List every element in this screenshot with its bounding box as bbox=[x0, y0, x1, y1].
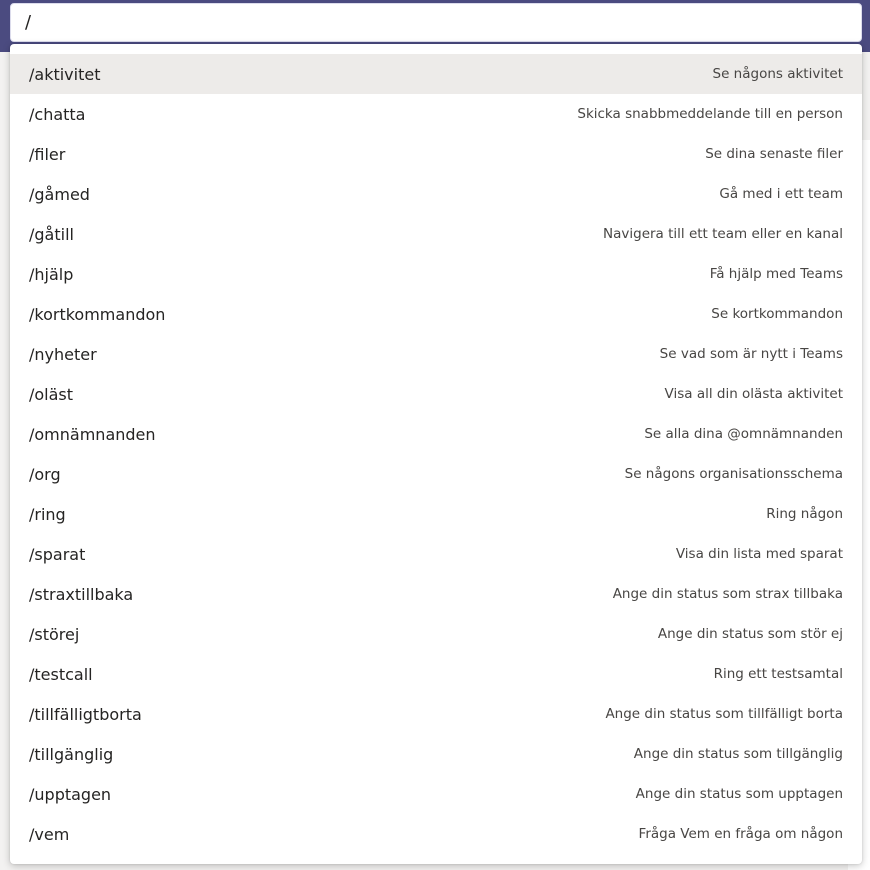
command-description: Ange din status som tillfälligt borta bbox=[605, 706, 843, 722]
command-item-ring[interactable] bbox=[10, 494, 862, 534]
command-item-gåmed[interactable] bbox=[10, 174, 862, 214]
command-description: Se alla dina @omnämnanden bbox=[644, 426, 843, 442]
command-item-straxtillbaka[interactable] bbox=[10, 574, 862, 614]
command-name: /nyheter bbox=[29, 344, 97, 364]
command-search-input[interactable] bbox=[11, 4, 861, 41]
command-description: Skicka snabbmeddelande till en person bbox=[577, 106, 843, 122]
command-name: /aktivitet bbox=[29, 64, 101, 84]
command-item-omnämnanden[interactable] bbox=[10, 414, 862, 454]
command-description: Navigera till ett team eller en kanal bbox=[603, 226, 843, 242]
command-name: /tillfälligtborta bbox=[29, 704, 142, 724]
command-suggestion-list bbox=[10, 44, 862, 864]
command-description: Ring någon bbox=[766, 506, 843, 522]
command-name: /straxtillbaka bbox=[29, 584, 134, 604]
command-name: /gåtill bbox=[29, 224, 74, 244]
command-item-upptagen[interactable] bbox=[10, 774, 862, 814]
command-item-org[interactable] bbox=[10, 454, 862, 494]
command-item-hjälp[interactable] bbox=[10, 254, 862, 294]
command-name: /störej bbox=[29, 624, 80, 644]
command-name: /ring bbox=[29, 504, 66, 524]
command-item-vem[interactable] bbox=[10, 814, 862, 854]
command-item-aktivitet[interactable] bbox=[10, 54, 862, 94]
command-item-oläst[interactable] bbox=[10, 374, 862, 414]
command-item-sparat[interactable] bbox=[10, 534, 862, 574]
command-name: /kortkommandon bbox=[29, 304, 166, 324]
command-item-testcall[interactable] bbox=[10, 654, 862, 694]
command-name: /vem bbox=[29, 824, 70, 844]
command-description: Visa all din olästa aktivitet bbox=[664, 386, 843, 402]
command-description: Ange din status som upptagen bbox=[635, 786, 843, 802]
command-item-gåtill[interactable] bbox=[10, 214, 862, 254]
command-item-tillfälligtborta[interactable] bbox=[10, 694, 862, 734]
command-item-nyheter[interactable] bbox=[10, 334, 862, 374]
command-name: /oläst bbox=[29, 384, 74, 404]
command-name: /upptagen bbox=[29, 784, 112, 804]
command-description: Gå med i ett team bbox=[719, 186, 843, 202]
command-description: Ring ett testsamtal bbox=[713, 666, 843, 682]
command-description: Ange din status som strax tillbaka bbox=[612, 586, 843, 602]
command-item-filer[interactable] bbox=[10, 134, 862, 174]
command-description: Ange din status som tillgänglig bbox=[633, 746, 843, 762]
command-description: Få hjälp med Teams bbox=[709, 266, 843, 282]
command-description: Se kortkommandon bbox=[711, 306, 843, 322]
command-name: /sparat bbox=[29, 544, 86, 564]
command-name: /org bbox=[29, 464, 61, 484]
command-item-kortkommandon[interactable] bbox=[10, 294, 862, 334]
command-description: Se någons aktivitet bbox=[712, 66, 843, 82]
command-description: Se dina senaste filer bbox=[705, 146, 843, 162]
command-name: /tillgänglig bbox=[29, 744, 114, 764]
command-item-störej[interactable] bbox=[10, 614, 862, 654]
command-name: /filer bbox=[29, 144, 66, 164]
command-description: Se vad som är nytt i Teams bbox=[659, 346, 843, 362]
command-description: Visa din lista med sparat bbox=[675, 546, 843, 562]
command-search-box[interactable] bbox=[10, 3, 862, 42]
command-item-tillgänglig[interactable] bbox=[10, 734, 862, 774]
command-name: /hjälp bbox=[29, 264, 74, 284]
command-name: /testcall bbox=[29, 664, 93, 684]
command-description: Fråga Vem en fråga om någon bbox=[638, 826, 843, 842]
command-name: /chatta bbox=[29, 104, 86, 124]
command-name: /omnämnanden bbox=[29, 424, 156, 444]
command-description: Ange din status som stör ej bbox=[657, 626, 843, 642]
command-name: /gåmed bbox=[29, 184, 90, 204]
command-item-chatta[interactable] bbox=[10, 94, 862, 134]
command-description: Se någons organisationsschema bbox=[624, 466, 843, 482]
